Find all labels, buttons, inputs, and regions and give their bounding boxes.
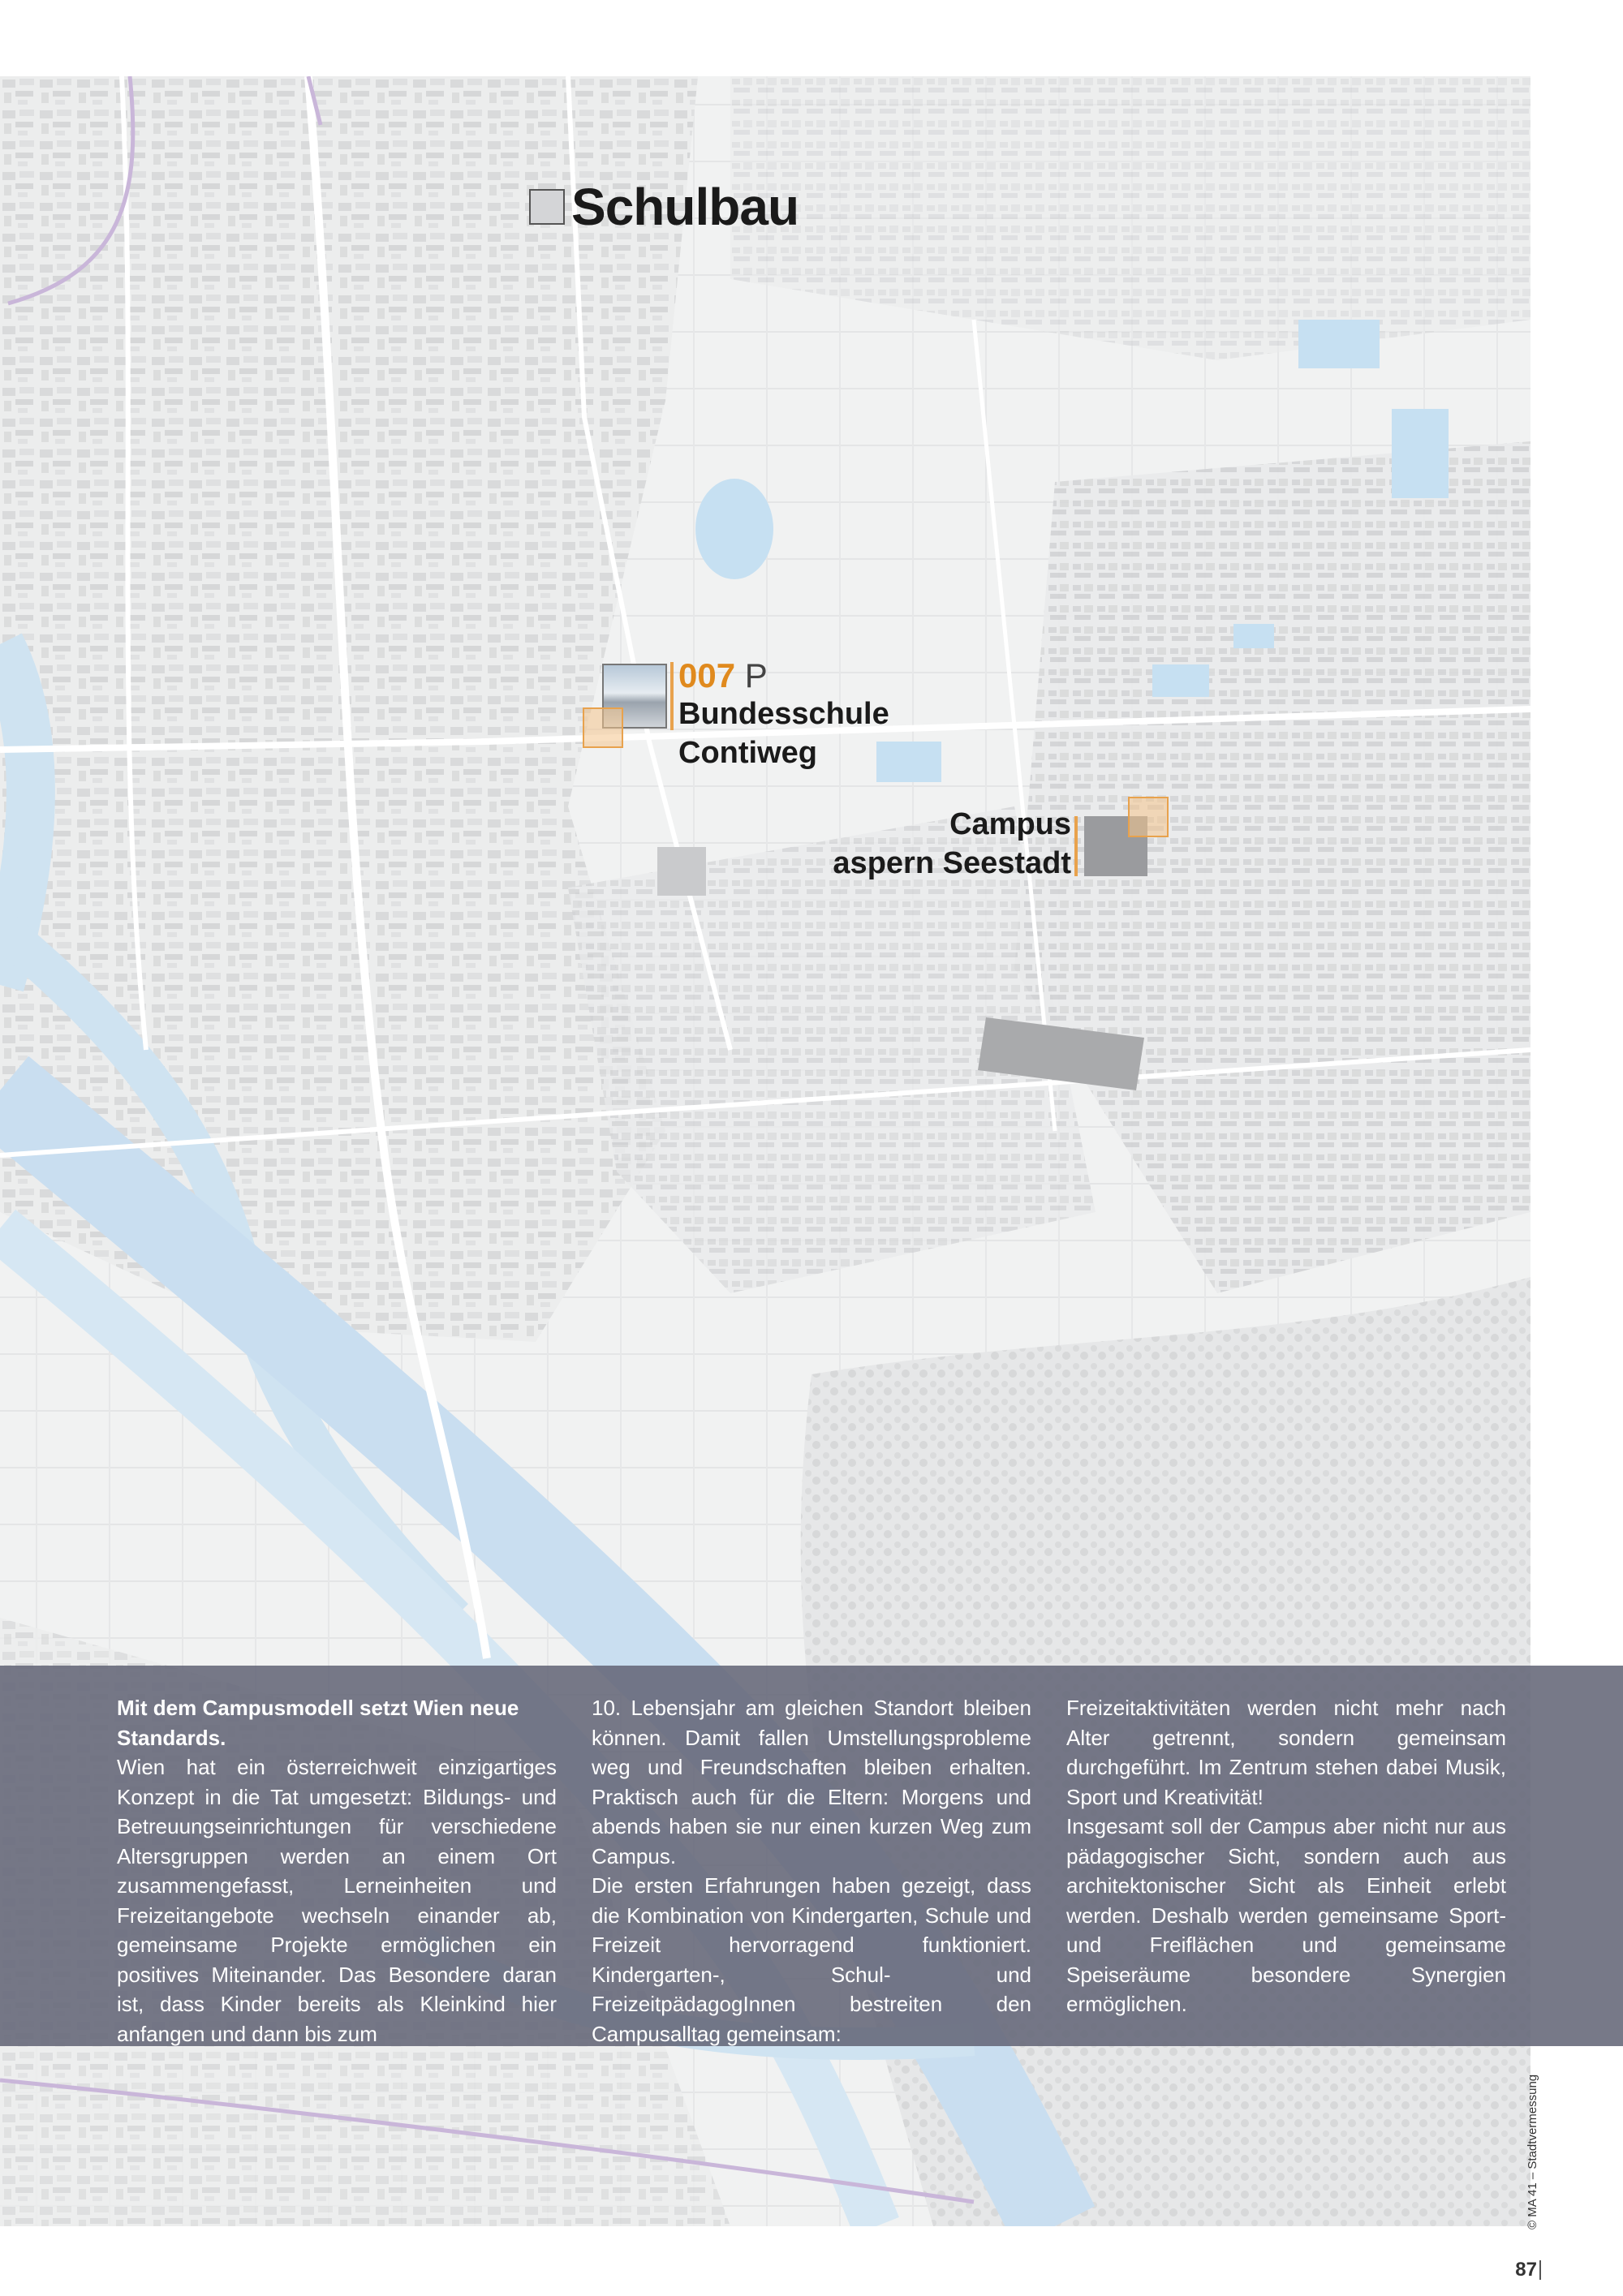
page-number-divider bbox=[1539, 2260, 1541, 2280]
site-id bbox=[678, 657, 889, 694]
text-column-2 bbox=[592, 1693, 1031, 2049]
site-marker-bar-campus bbox=[1074, 816, 1078, 876]
section-legend-square bbox=[529, 189, 565, 225]
paragraph: Wien hat ein österreichweit einzigartiges Konzept in die Tat umgesetzt: Bildungs- und Betreuungseinrichtungen für verschiedene Altersgruppen werden an einem Ort zusammengefasst, Lerneinheiten und Freizeitangebote wechseln einander ab, gemeinsame Projekte ermöglichen ein positives Miteinander. Das Besondere daran ist, dass Kinder bereits als Kleinkind hier anfangen und dann bis zum bbox=[117, 1755, 557, 2046]
text-band bbox=[0, 1666, 1623, 2046]
image-credit: © MA 41 – Stadtvermessung bbox=[1526, 2074, 1539, 2229]
site-name-line2: aspern Seestadt bbox=[833, 846, 1071, 880]
paragraph: 10. Lebensjahr am gleichen Standort bleiben können. Damit fallen Umstellungsprobleme weg und Freundschaften bleiben erhalten. Praktisch auch für die Eltern: Morgens und abends haben sie nur einen kurzen Weg zum Campus. bbox=[592, 1696, 1031, 1868]
site-marker-campus[interactable] bbox=[1128, 797, 1169, 837]
site-name-line1: Bundesschule bbox=[678, 697, 889, 731]
page-number: 87 bbox=[1515, 2259, 1537, 2281]
section-title bbox=[529, 177, 799, 237]
site-label-bundesschule[interactable] bbox=[678, 657, 889, 772]
paragraph: Insgesamt soll der Campus aber nicht nur aus pädagogischer Sicht, sondern auch aus architektonischer Sicht als Einheit erlebt werden. Deshalb werden gemeinsame Sport- und Freiflächen und gemeinsame Speiseräume besondere Synergien ermöglichen. bbox=[1066, 1814, 1506, 2016]
site-label-campus[interactable] bbox=[833, 805, 1071, 883]
site-marker-bar bbox=[670, 662, 674, 730]
site-suffix: P bbox=[744, 656, 768, 694]
paragraph: Freizeitaktivitäten werden nicht mehr nach Alter getrennt, sondern gemeinsam durchgeführt. Im Zentrum stehen dabei Musik, Sport und Kreativität! bbox=[1066, 1696, 1506, 1809]
site-marker-bundesschule[interactable] bbox=[583, 707, 623, 748]
text-column-1 bbox=[117, 1693, 557, 2049]
site-number: 007 bbox=[678, 656, 736, 694]
site-name-line2: Contiweg bbox=[678, 736, 817, 770]
section-title-text: Schulbau bbox=[571, 178, 799, 236]
site-name-line1: Campus bbox=[949, 807, 1071, 841]
text-column-3 bbox=[1066, 1693, 1506, 2019]
lead-text: Mit dem Campusmodell setzt Wien neue Standards. bbox=[117, 1696, 519, 1750]
paragraph: Die ersten Erfahrungen haben gezeigt, dass die Kombination von Kindergarten, Schule und Freizeit hervorragend funktioniert. Kindergarten-, Schul- und FreizeitpädagogInnen bestreiten den Campusalltag gemeinsam: bbox=[592, 1873, 1031, 2046]
